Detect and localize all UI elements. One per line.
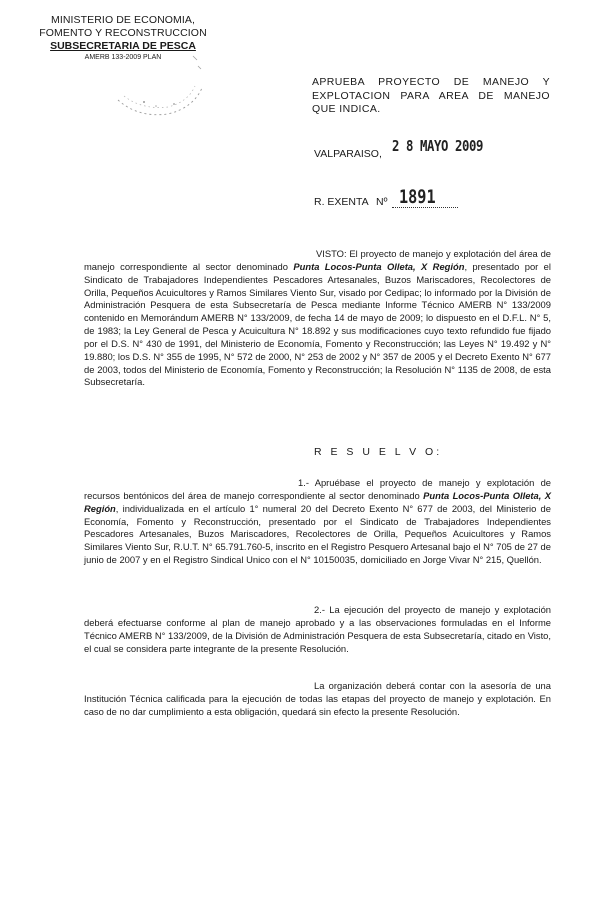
resolution-label: R. EXENTA xyxy=(314,196,369,208)
item-2-label: 2.- xyxy=(314,604,325,615)
visto-label: VISTO: xyxy=(316,248,347,259)
resolution-number: 1891 xyxy=(399,186,436,208)
seal-stamp-icon xyxy=(98,52,218,122)
visto-text-1: El proyecto de manejo y explotación del área de manejo correspondiente al sector denominado xyxy=(84,248,551,272)
resuelvo-heading: R E S U E L V O: xyxy=(314,446,443,458)
item-2-paragraph xyxy=(84,604,551,655)
document-title: APRUEBA PROYECTO DE MANEJO Y EXPLOTACION PARA AREA DE MANEJO QUE INDICA. xyxy=(312,76,550,115)
document-reference: AMERB 133-2009 PLAN xyxy=(84,54,162,61)
visto-text-2: , presentado por el Sindicato de Trabajadores Independientes Pescadores Artesanales, Buzos Mariscadores, Recolectores de Orilla, Pequeños Acuicultores y Ramos Similares Viento Sur, visado por Cedipac; lo informado por la División de Administración Pesquera de esta Subsecretaría de Pesca mediante Informe Técnico AMERB N° 133/2009 contenido en Memorándum AMERB N° 133/2009, de fecha 14 de mayo de 2009; lo dispuesto en el D.F.L. N° 5, de 1983; la Ley General de Pesca y Acuicultura N° 18.892 y sus modificaciones cuyo texto refundido fue fijado por el D.S. N° 430 de 1991, del Ministerio de Economía, Fomento y Reconstrucción; las Leyes N° 19.492 y N° 19.880; los D.S. N° 355 de 1995, N° 572 de 2000, N° 253 de 2002 y N° 357 de 2005 y el Decreto Exento N° 677 de 2003, todos del Ministerio de Economía, Fomento y Reconstrucción; la Resolución N° 1135 de 2008, de esta Subsecretaría. xyxy=(84,260,551,388)
item-1-place: Punta Locos-Punta Olleta, X Región xyxy=(84,489,552,514)
subsecretaria-name: SUBSECRETARIA DE PESCA xyxy=(50,40,196,52)
item-1-text-2: , individualizada en el artículo 1° numeral 20 del Decreto Exento N° 677 de 2003, del Ministerio de Economía, Fomento y Reconstrucción, presentado por el Sindicato de Trabajadores Independientes Pescadores Artesanales, Buzos Mariscadores, Recolectores de Orilla, Pequeños Acuicultores y Ramos Similares Viento Sur, R.U.T. N° 65.791.760-5, inscrito en el Registro Pesquero Artesanal bajo el N° 705 de 27 de junio de 2007 y en el Registro Sindical Unico con el N° 10150035, domiciliado en Jorge Vivar N° 215, Quellón. xyxy=(84,502,551,566)
place-label: VALPARAISO, xyxy=(314,148,382,160)
asesoria-paragraph: La organización deberá contar con la asesoría de una Institución Técnica calificada para la ejecución de todas las etapas del proyecto de manejo y explotación. En caso de no dar cumplimiento a esta obligación, quedará sin efecto la presente Resolución. xyxy=(84,680,551,717)
visto-paragraph xyxy=(84,248,551,389)
date-stamp: 2 8 MAYO 2009 xyxy=(392,137,483,155)
ministry-name: MINISTERIO DE ECONOMIA, xyxy=(50,14,196,26)
number-underline xyxy=(392,207,458,208)
ministry-subtitle: FOMENTO Y RECONSTRUCCION xyxy=(39,27,207,39)
number-label: Nº xyxy=(376,196,388,208)
visto-place: Punta Locos-Punta Olleta, X Región xyxy=(293,260,465,272)
item-1-paragraph xyxy=(84,477,551,567)
item-1-label: 1.- xyxy=(298,477,309,488)
item-2-text: La ejecución del proyecto de manejo y explotación deberá efectuarse conforme al plan de manejo aprobado y a las observaciones formuladas en el Informe Técnico AMERB N° 133/2009, de la División de Administración Pesquera de esta Subsecretaría, citado en Visto, el cual se considera parte integrante de la presente Resolución. xyxy=(84,604,551,654)
item-1-text-1: Apruébase el proyecto de manejo y explotación de recursos bentónicos del área de manejo correspondiente al sector denominado xyxy=(84,477,551,501)
